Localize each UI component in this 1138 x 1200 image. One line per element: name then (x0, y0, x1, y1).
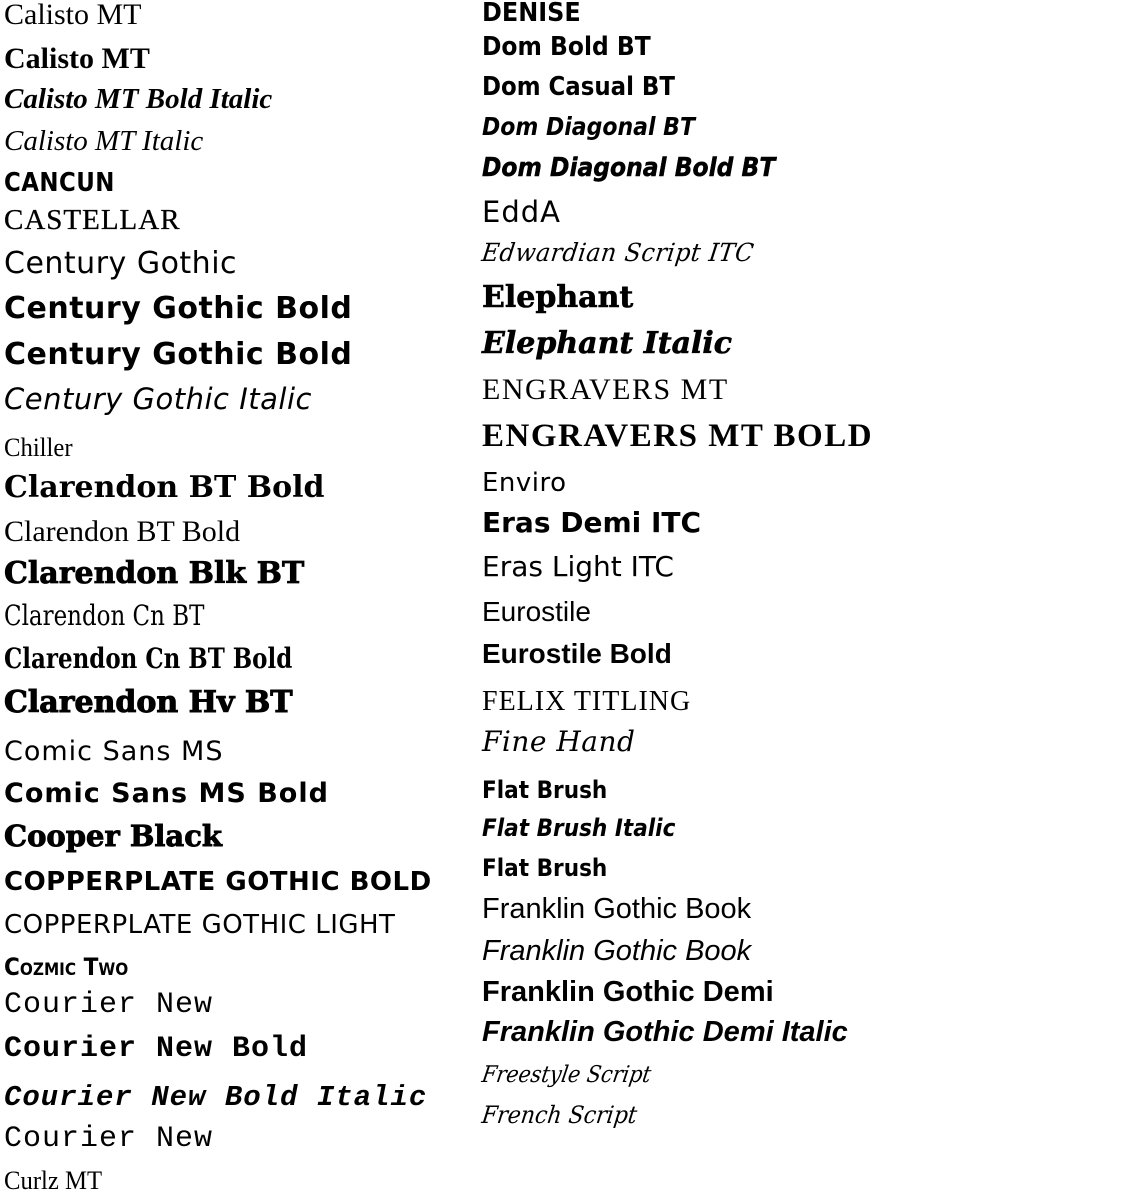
font-specimen-line (482, 640, 672, 669)
font-specimen-line (4, 44, 150, 74)
font-name-label: Century Gothic Bold (4, 291, 353, 326)
font-specimen-line (4, 819, 222, 853)
font-specimen-line (4, 955, 142, 980)
font-specimen-line (482, 1103, 650, 1128)
font-name-label: FELIX TITLING (482, 686, 692, 717)
font-name-label: Elephant Italic (482, 326, 733, 361)
font-specimen-line (4, 556, 305, 591)
font-name-label: Cozmic Two (4, 953, 129, 981)
font-name-label: Eras Demi ITC (482, 506, 702, 539)
font-name-label: ENGRAVERS MT (482, 373, 729, 406)
font-specimen-line (4, 85, 272, 114)
font-specimen-line (4, 127, 203, 156)
font-specimen-line (4, 988, 213, 1020)
font-name-label: Flat Brush (482, 776, 608, 804)
font-name-label: Cooper Black (4, 819, 222, 853)
font-name-label: Clarendon Cn BT Bold (4, 642, 293, 675)
font-name-label: COPPERPLATE GOTHIC BOLD (4, 867, 432, 897)
font-specimen-line (482, 1063, 669, 1087)
font-name-label: Clarendon Cn BT (4, 599, 205, 632)
font-specimen-line (4, 206, 181, 235)
font-name-label: Century Gothic Italic (4, 382, 312, 416)
font-specimen-line (4, 337, 353, 372)
font-specimen-line (4, 912, 395, 938)
font-specimen-line (482, 895, 751, 924)
font-specimen-line (4, 470, 325, 505)
font-name-label: Enviro (482, 468, 567, 498)
font-specimen-line (482, 326, 733, 361)
font-specimen-line (482, 550, 674, 583)
font-name-label: Elephant (482, 280, 634, 315)
font-name-label: Fine Hand (482, 725, 636, 758)
font-name-label: Flat Brush (482, 854, 608, 882)
font-specimen-line (4, 1168, 107, 1194)
font-name-label: Franklin Gothic Demi (482, 976, 774, 1008)
font-name-label: Dom Bold BT (482, 32, 651, 62)
font-name-label: Calisto MT Bold Italic (4, 83, 273, 115)
font-name-label: Clarendon BT Bold (4, 515, 241, 548)
font-name-label: Courier New Bold (4, 1032, 309, 1066)
font-specimen-line (4, 1122, 213, 1154)
font-name-label: Comic Sans MS (4, 736, 224, 767)
font-specimen-line (4, 685, 293, 720)
font-specimen-line (482, 978, 774, 1007)
font-specimen-line (482, 778, 621, 803)
font-name-label: Courier New Bold Italic (4, 1081, 428, 1114)
font-name-label: Franklin Gothic Book (482, 935, 752, 967)
font-name-label: Calisto MT (4, 0, 142, 31)
font-specimen-line (4, 599, 248, 632)
font-name-label: Courier New (4, 1122, 214, 1156)
font-specimen-line (4, 642, 356, 675)
font-name-label: Franklin Gothic Demi Italic (482, 1016, 848, 1048)
font-specimen-line (4, 382, 312, 416)
font-specimen-line (482, 195, 561, 229)
font-specimen-line (4, 869, 432, 895)
font-name-label: Dom Casual BT (482, 72, 675, 102)
font-specimen-line (482, 598, 591, 627)
font-name-label: Clarendon BT Bold (4, 470, 325, 505)
font-specimen-line (4, 291, 353, 326)
font-specimen-line (4, 780, 329, 807)
font-name-label: Eurostile (482, 596, 591, 627)
font-name-label: Calisto MT (4, 42, 150, 75)
font-specimen-line (482, 937, 751, 966)
font-name-label: Dom Diagonal Bold BT (482, 153, 776, 183)
font-name-label: Dom Diagonal BT (482, 112, 695, 141)
font-specimen-line (4, 517, 240, 547)
font-specimen-line (482, 114, 724, 140)
font-name-label: Comic Sans MS Bold (4, 778, 329, 809)
font-specimen-line (4, 170, 130, 196)
font-specimen-line (4, 1032, 308, 1064)
font-name-label: Edwardian Script ITC (480, 238, 756, 267)
font-name-label: ENGRAVERS MT BOLD (482, 418, 874, 454)
font-specimen-line (482, 420, 873, 453)
font-name-label: Courier New (4, 988, 214, 1022)
font-specimen-line (482, 155, 808, 181)
font-specimen-line (482, 816, 697, 841)
font-name-label: CANCUN (4, 168, 115, 198)
font-name-label: Clarendon Hv BT (4, 685, 293, 720)
font-name-label: Franklin Gothic Book (482, 893, 752, 925)
font-name-label: Eras Light ITC (482, 550, 674, 583)
font-specimen-line (4, 738, 223, 765)
font-specimen-line (482, 470, 567, 496)
font-specimen-line (482, 280, 634, 315)
font-specimen-line (482, 856, 621, 881)
font-specimen-line (482, 1018, 848, 1047)
font-name-label: CASTELLAR (4, 204, 181, 236)
font-name-label: Calisto MT Italic (4, 125, 204, 157)
font-specimen-line (482, 240, 768, 266)
font-specimen-line (482, 34, 669, 60)
font-specimen-line (482, 688, 691, 716)
font-name-label: EddA (482, 195, 561, 229)
font-name-label: COPPERPLATE GOTHIC LIGHT (4, 910, 396, 940)
font-name-label: DENISE (482, 0, 581, 28)
font-name-label: French Script (480, 1101, 639, 1129)
font-name-label: Curlz MT (4, 1166, 103, 1195)
font-specimen-line (482, 0, 589, 26)
font-name-label: Flat Brush Italic (482, 814, 676, 842)
font-specimen-line (482, 74, 701, 100)
font-name-label: Clarendon Blk BT (4, 556, 305, 591)
font-specimen-line (482, 725, 636, 758)
font-specimen-line (4, 246, 238, 281)
font-specimen-line (482, 375, 729, 405)
font-specimen-line (482, 506, 702, 539)
font-name-label: Eurostile Bold (482, 638, 672, 669)
font-name-label: Freestyle Script (480, 1062, 653, 1088)
font-name-label: Century Gothic (4, 246, 238, 281)
font-specimen-line (4, 435, 76, 461)
font-specimen-line (4, 0, 142, 30)
font-name-label: Century Gothic Bold (4, 337, 353, 372)
font-name-label: Chiller (4, 433, 73, 462)
font-specimen-line (4, 1082, 427, 1112)
